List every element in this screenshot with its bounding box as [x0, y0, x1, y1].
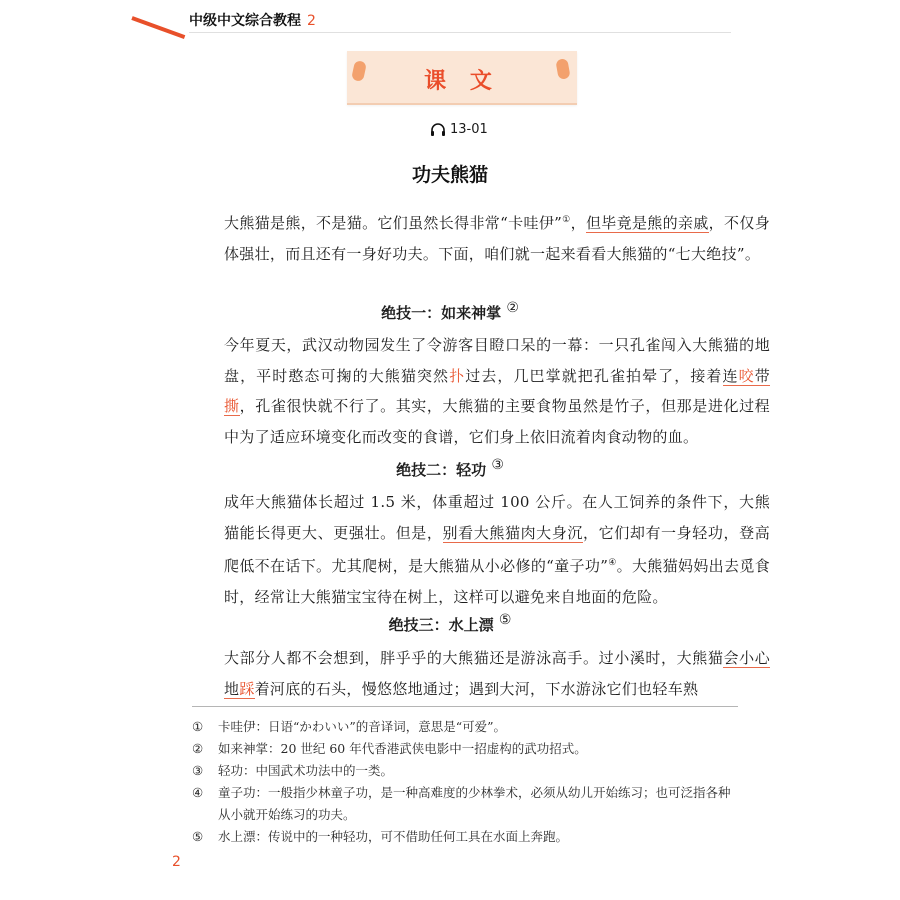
- header-rule: [189, 32, 731, 33]
- footnote-ref: ⑤: [498, 612, 512, 628]
- audio-track[interactable]: [430, 122, 488, 137]
- footnote-item: ① 卡哇伊：日语“かわいい”的音译词，意思是“可爱”。: [192, 719, 507, 734]
- audio-track-number: 13-01: [450, 122, 488, 137]
- underlined-phrase: 别看大熊猫肉大身沉: [442, 523, 584, 542]
- page-number: 2: [172, 854, 181, 870]
- book-title: 中级中文综合教程: [189, 13, 301, 29]
- subheading-1: 绝技一：如来神掌 ②: [381, 300, 519, 322]
- headphones-icon: [430, 122, 446, 137]
- paragraph-4: 大部分人都不会想到，胖乎乎的大熊猫还是游泳高手。过小溪时，大熊猫会小心地踩着河底的石头，慢悠悠地通过；遇到大河，下水游泳它们也轻车熟: [224, 649, 770, 698]
- lesson-title: 功夫熊猫: [411, 164, 488, 186]
- footnote-ref: ②: [506, 300, 519, 316]
- footnote-divider: [192, 706, 738, 707]
- paragraph-2: 今年夏天，武汉动物园发生了令游客目瞪口呆的一幕：一只孔雀闯入大熊猫的地盘，平时憨态可掬的大熊猫突然扑过去，几巴掌就把孔雀拍晕了，接着连咬带撕，孔雀很快就不行了。其实，大熊猫的主要食物虽然是竹子，但那是进化过程中为了适应环境变化而改变的食谱，它们身上依旧流着肉食动物的血。: [224, 336, 770, 446]
- section-title: 课 文: [424, 69, 500, 94]
- section-banner: [347, 51, 577, 105]
- underlined-phrase: 连咬: [722, 366, 755, 385]
- subheading-2: 绝技二：轻功 ③: [396, 457, 504, 479]
- footnote-ref: ①: [562, 215, 571, 225]
- running-header: [189, 10, 316, 30]
- highlighted-word: 扑: [449, 366, 466, 385]
- underlined-phrase: 但毕竟是熊的亲戚: [585, 214, 709, 232]
- underlined-phrase: 会小心地踩: [224, 649, 770, 698]
- header-accent-stripe: [131, 16, 185, 39]
- footnotes: [192, 716, 738, 848]
- footnote-item: ③ 轻功：中国武术功法中的一类。: [192, 763, 394, 778]
- volume-number: 2: [307, 13, 316, 29]
- paragraph-3: 成年大熊猫体长超过 1.5 米，体重超过 100 公斤。在人工饲养的条件下，大熊猫能长得更大、更强壮。但是，别看大熊猫肉大身沉，它们却有一身轻功，登高爬低不在话下。尤其爬树，是大熊猫从小必修的“童子功”④。大熊猫妈妈出去觅食时，经常让大熊猫宝宝待在树上，这样可以避免来自地面的危险。: [224, 493, 771, 606]
- footnote-item: ② 如来神掌：20 世纪 60 年代香港武侠电影中一招虚构的武功招式。: [192, 741, 587, 756]
- footnote-item: ⑤ 水上漂：传说中的一种轻功，可不借助任何工具在水面上奔跑。: [192, 829, 569, 844]
- footnote-ref: ③: [491, 457, 504, 473]
- paragraph-1: 大熊猫是熊，不是猫。它们虽然长得非常“卡哇伊”①，但毕竟是熊的亲戚，不仅身体强壮，而且还有一身好功夫。下面，咱们就一起来看看大熊猫的“七大绝技”。: [224, 214, 770, 263]
- underlined-phrase: 带撕: [224, 366, 770, 415]
- footnote-ref: ④: [608, 558, 617, 568]
- subheading-3: 绝技三：水上漂 ⑤: [388, 612, 512, 634]
- footnote-item: ④ 童子功：一般指少林童子功，是一种高难度的少林拳术，必须从幼儿开始练习；也可泛指各种从小就开始练习的功夫。: [192, 785, 731, 822]
